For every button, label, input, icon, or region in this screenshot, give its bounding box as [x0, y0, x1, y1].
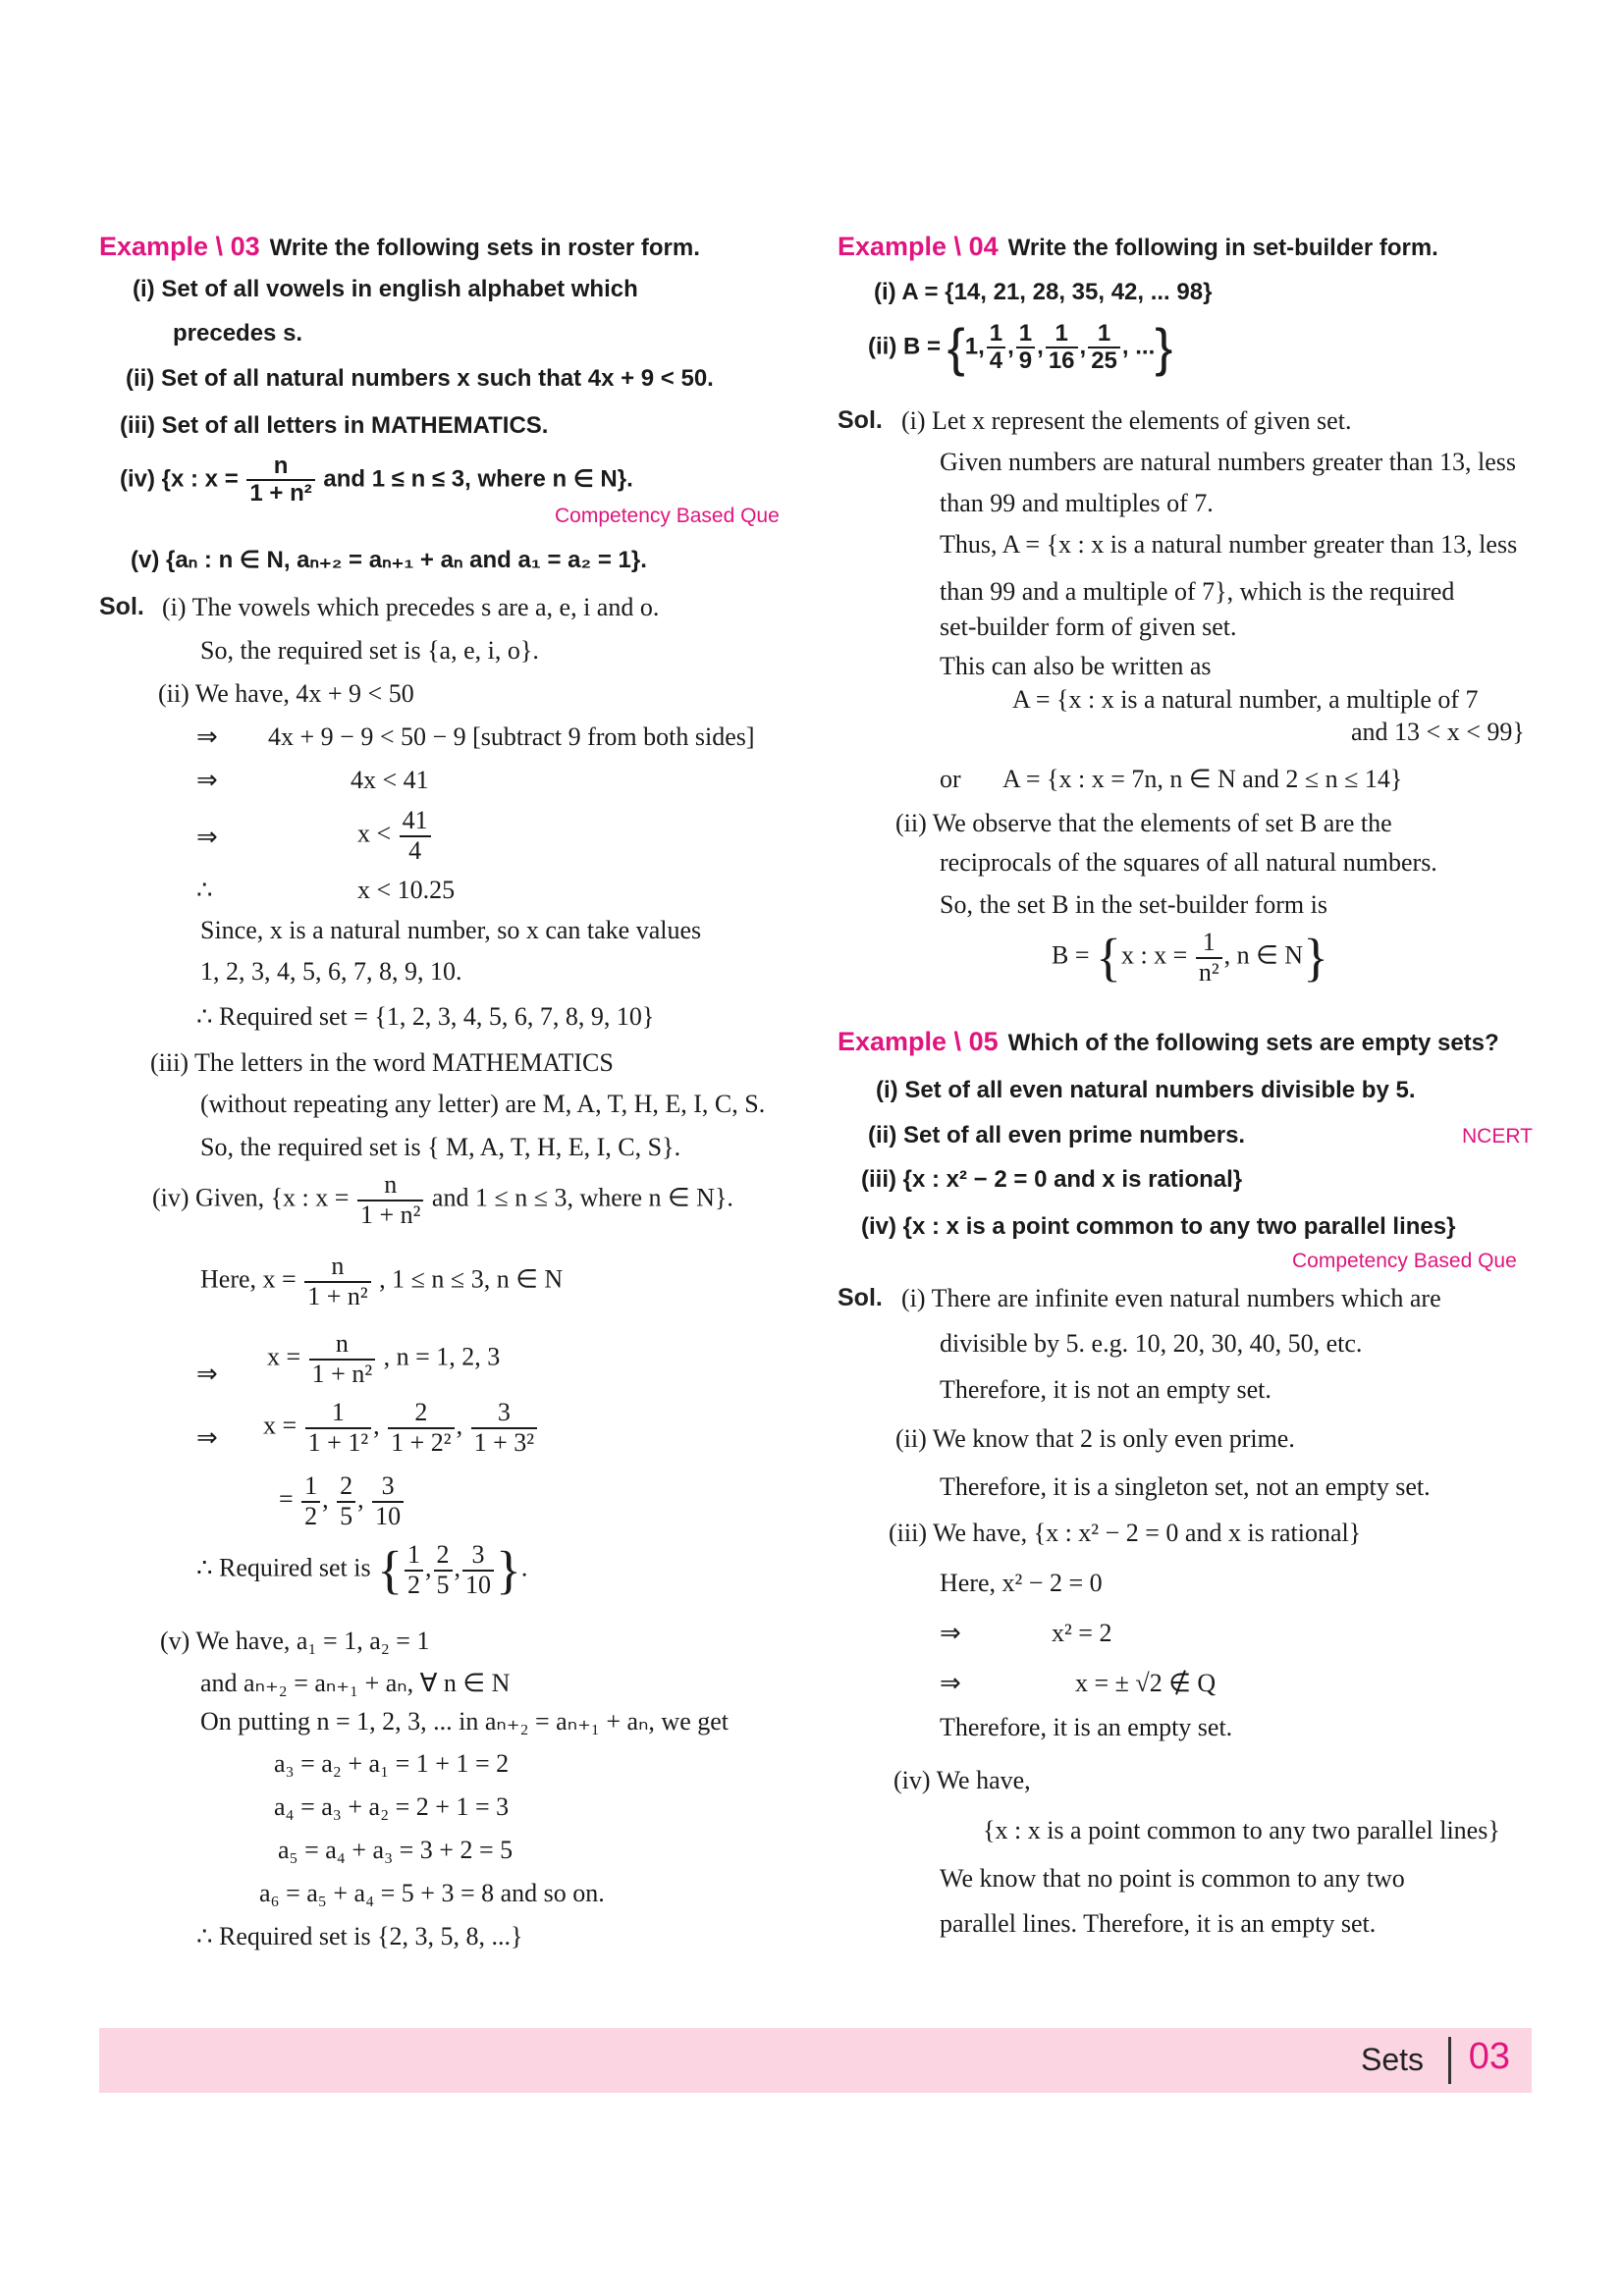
- close-brace: }: [496, 1540, 521, 1600]
- numerator: 41: [400, 807, 431, 837]
- open-brace: {: [947, 318, 965, 378]
- solution-line: On putting n = 1, 2, 3, ... in aₙ₊₂ = aₙ₊₁ + aₙ, we get: [200, 1707, 730, 1735]
- numerator: 3: [372, 1472, 404, 1503]
- solution-line: than 99 and a multiple of 7}, which is the required: [940, 577, 1455, 606]
- solution-line: We know that no point is common to any two: [940, 1864, 1405, 1893]
- solution-line: ∴ Required set is { $\frac{1}{2}$ , $\frac{2}{5}$ , $\frac{3}{10}$ }.: [196, 1540, 528, 1600]
- question-item: (ii) Set of all even prime numbers.: [868, 1122, 1246, 1148]
- question-item-iv: [120, 454, 633, 507]
- solution-label: Sol.: [99, 593, 144, 620]
- solution-line: [1052, 929, 1328, 987]
- fraction: [434, 1541, 453, 1599]
- question-item: (i) Set of all vowels in english alphabet which: [133, 276, 638, 302]
- item-text: (ii) B =: [868, 333, 942, 360]
- denominator: n²: [1198, 957, 1219, 987]
- solution-line: (iv) We have,: [893, 1766, 1031, 1794]
- denominator: 1 + n²: [359, 1200, 421, 1229]
- fraction: [246, 454, 314, 507]
- solution-line: than 99 and multiples of 7.: [940, 489, 1214, 517]
- example-04-heading: [838, 232, 1438, 262]
- denominator: 1 + 1²: [307, 1427, 369, 1457]
- solution-line: Here, x² − 2 = 0: [940, 1569, 1103, 1597]
- fraction: [304, 1253, 370, 1310]
- solution-label: Sol.: [838, 1284, 883, 1311]
- solution-line: So, the set B in the set-builder form is: [940, 890, 1328, 919]
- numerator: n: [304, 1253, 370, 1283]
- open-brace: {: [1096, 928, 1121, 988]
- solution-line: (ii) We observe that the elements of set B are the: [895, 809, 1392, 837]
- denominator: 9: [1018, 347, 1033, 375]
- math-text: =: [279, 1484, 294, 1514]
- fraction: [309, 1330, 375, 1388]
- solution-line: Thus, A = {x : x is a natural number greater than 13, less: [940, 530, 1518, 559]
- solution-line: (i) The vowels which precedes s are a, e, i and o.: [162, 593, 660, 621]
- competency-tag: Competency Based Que: [1292, 1250, 1517, 1272]
- math-text: , 1 ≤ n ≤ 3, n ∈ N: [379, 1264, 564, 1294]
- solution-line: x = ± √2 ∉ Q: [1075, 1669, 1217, 1697]
- math-text: Here, x =: [200, 1264, 297, 1294]
- therefore-symbol: ∴: [196, 876, 213, 904]
- page-footer: [99, 2028, 1532, 2093]
- denominator: 5: [436, 1570, 450, 1599]
- numerator: 1: [1196, 929, 1222, 959]
- denominator: 4: [408, 835, 422, 865]
- denominator: 4: [989, 347, 1003, 375]
- example-label: Example \ 04: [838, 232, 999, 261]
- solution-line: ∴ Required set = {1, 2, 3, 4, 5, 6, 7, 8, 9, 10}: [196, 1002, 655, 1031]
- fraction: [471, 1399, 537, 1457]
- numerator: 1: [305, 1399, 371, 1429]
- denominator: 1 + n²: [249, 480, 312, 507]
- item-text: and 1 ≤ n ≤ 3, where n ∈ N}.: [323, 465, 633, 493]
- denominator: 5: [340, 1501, 353, 1530]
- solution-line: a₄ = a₃ + a₂ = 2 + 1 = 3: [274, 1792, 510, 1821]
- footer-divider: [1448, 2037, 1451, 2084]
- solution-line: Therefore, it is a singleton set, not an empty set.: [940, 1472, 1431, 1501]
- solution-line: a₃ = a₂ + a₁ = 1 + 1 = 2: [274, 1749, 510, 1778]
- question-item-ii: (ii) B = {1, $\frac{1}{4}$ , $\frac{1}{9}$ , $\frac{1}{16}$ , $\frac{1}{25}$ , ...}: [868, 318, 1173, 378]
- math-text: and 1 ≤ n ≤ 3, where n ∈ N}.: [431, 1183, 733, 1212]
- solution-line: A = {x : x = 7n, n ∈ N and 2 ≤ n ≤ 14}: [1002, 765, 1403, 793]
- solution-line: (i) Let x represent the elements of given set.: [901, 406, 1352, 435]
- fraction: [987, 321, 1005, 375]
- denominator: 1 + 3²: [473, 1427, 535, 1457]
- numerator: 2: [337, 1472, 355, 1503]
- solution-line: and aₙ₊₂ = aₙ₊₁ + aₙ, ∀ n ∈ N: [200, 1669, 511, 1697]
- question-text: Write the following in set-builder form.: [1007, 235, 1438, 261]
- implies-symbol: ⇒: [940, 1669, 961, 1697]
- solution-line: x < 10.25: [357, 876, 456, 904]
- solution-line: Therefore, it is not an empty set.: [940, 1375, 1271, 1404]
- math-text: x =: [263, 1411, 298, 1440]
- implies-symbol: ⇒: [196, 823, 218, 851]
- fraction: [305, 1399, 371, 1457]
- competency-tag: Competency Based Que: [555, 505, 780, 527]
- solution-line: (ii) We know that 2 is only even prime.: [895, 1424, 1295, 1453]
- fraction: [337, 1472, 355, 1530]
- solution-line: (without repeating any letter) are M, A, T, H, E, I, C, S.: [200, 1090, 766, 1118]
- implies-symbol: ⇒: [196, 766, 218, 794]
- denominator: 10: [465, 1570, 491, 1599]
- numerator: 2: [434, 1541, 453, 1572]
- fraction: [1088, 321, 1120, 375]
- question-item: (i) A = {14, 21, 28, 35, 42, ... 98}: [874, 279, 1213, 305]
- example-05-heading: [838, 1027, 1499, 1057]
- fraction: [357, 1171, 423, 1229]
- solution-line: x² = 2: [1052, 1619, 1112, 1647]
- denominator: 2: [407, 1570, 420, 1599]
- math-text: x =: [267, 1342, 301, 1371]
- math-text: ∴ Required set is: [196, 1553, 371, 1582]
- numerator: 1: [301, 1472, 320, 1503]
- page-number: 03: [1468, 2036, 1510, 2077]
- solution-line: This can also be written as: [940, 652, 1212, 680]
- denominator: 1 + n²: [311, 1359, 373, 1388]
- close-brace: }: [1303, 928, 1328, 988]
- solution-line: a₆ = a₅ + a₄ = 5 + 3 = 8 and so on.: [259, 1879, 605, 1907]
- math-text: B =: [1052, 940, 1090, 970]
- solution-line: A = {x : x is a natural number, a multiple of 7: [1012, 685, 1479, 714]
- chapter-title: Sets: [1360, 2042, 1424, 2077]
- solution-line: [357, 807, 433, 865]
- solution-line: (i) There are infinite even natural numbers which are: [901, 1284, 1441, 1312]
- implies-symbol: ⇒: [196, 1360, 218, 1388]
- solution-line: (v) We have, a₁ = 1, a₂ = 1: [160, 1627, 430, 1655]
- solution-line: = $\frac{1}{2}$ , $\frac{2}{5}$ , $\frac{3}{10}$: [279, 1472, 406, 1530]
- solution-label: Sol.: [838, 406, 883, 434]
- denominator: 1 + 2²: [391, 1427, 452, 1457]
- fraction: [1196, 929, 1222, 987]
- open-brace: {: [377, 1540, 403, 1600]
- math-text: , n = 1, 2, 3: [383, 1342, 501, 1371]
- solution-line: 4x < 41: [351, 766, 429, 794]
- solution-line: [267, 1330, 500, 1388]
- solution-line: (ii) We have, 4x + 9 < 50: [158, 679, 414, 708]
- solution-line: Given numbers are natural numbers greater than 13, less: [940, 448, 1516, 476]
- solution-line: (iii) The letters in the word MATHEMATICS: [150, 1048, 614, 1077]
- math-text: x <: [357, 819, 392, 848]
- numerator: 1: [1088, 321, 1120, 348]
- solution-line: or: [940, 765, 961, 793]
- denominator: 1 + n²: [307, 1281, 368, 1310]
- math-text: x : x =: [1120, 940, 1188, 970]
- solution-line: So, the required set is {a, e, i, o}.: [200, 636, 539, 665]
- solution-line: and 13 < x < 99}: [1351, 718, 1525, 746]
- item-text: , ...: [1121, 333, 1156, 360]
- denominator: 16: [1048, 347, 1075, 375]
- solution-line: So, the required set is { M, A, T, H, E, I, C, S}.: [200, 1133, 681, 1161]
- implies-symbol: ⇒: [196, 1423, 218, 1452]
- fraction: [388, 1399, 454, 1457]
- numerator: 1: [987, 321, 1005, 348]
- numerator: 1: [1016, 321, 1035, 348]
- solution-line: Therefore, it is an empty set.: [940, 1713, 1233, 1741]
- item-text: (iv) {x : x =: [120, 465, 239, 493]
- solution-line: parallel lines. Therefore, it is an empty set.: [940, 1909, 1377, 1938]
- solution-line: reciprocals of the squares of all natural numbers.: [940, 848, 1437, 877]
- solution-line: (iii) We have, {x : x² − 2 = 0 and x is rational}: [889, 1519, 1362, 1547]
- close-brace: }: [1155, 318, 1173, 378]
- numerator: 3: [471, 1399, 537, 1429]
- solution-line-iv: [152, 1171, 733, 1229]
- question-item: (i) Set of all even natural numbers divisible by 5.: [876, 1077, 1416, 1103]
- question-item: precedes s.: [173, 320, 303, 347]
- item-text: 1,: [964, 333, 985, 360]
- fraction: [1016, 321, 1035, 375]
- numerator: 1: [1046, 321, 1078, 348]
- solution-line: 4x + 9 − 9 < 50 − 9 [subtract 9 from both sides]: [268, 722, 755, 751]
- numerator: n: [357, 1171, 423, 1201]
- solution-line: x = $\frac{1}{\text{1 + 1²}}$ , $\frac{2}{\text{1 + 2²}}$ , $\frac{3}{\text{1 + 3²}}$: [263, 1399, 539, 1457]
- solution-line: 1, 2, 3, 4, 5, 6, 7, 8, 9, 10.: [200, 957, 462, 986]
- solution-line: {x : x is a point common to any two parallel lines}: [983, 1816, 1500, 1844]
- numerator: 2: [388, 1399, 454, 1429]
- solution-line: divisible by 5. e.g. 10, 20, 30, 40, 50, etc.: [940, 1329, 1363, 1358]
- solution-line: set-builder form of given set.: [940, 613, 1237, 641]
- question-item: (v) {aₙ : n ∈ N, aₙ₊₂ = aₙ₊₁ + aₙ and a₁ = a₂ = 1}.: [131, 547, 647, 573]
- denominator: 25: [1091, 347, 1117, 375]
- ncert-tag: NCERT: [1462, 1125, 1533, 1148]
- example-label: Example \ 03: [99, 232, 260, 261]
- question-text: Which of the following sets are empty sets?: [1007, 1030, 1499, 1056]
- fraction: [405, 1541, 423, 1599]
- fraction: [301, 1472, 320, 1530]
- question-item: (iv) {x : x is a point common to any two parallel lines}: [861, 1213, 1456, 1240]
- fraction: [400, 807, 431, 865]
- question-item: (iii) Set of all letters in MATHEMATICS.: [120, 412, 549, 439]
- solution-line: a₅ = a₄ + a₃ = 3 + 2 = 5: [278, 1836, 514, 1864]
- implies-symbol: ⇒: [940, 1619, 961, 1647]
- numerator: 1: [405, 1541, 423, 1572]
- example-03-heading: [99, 232, 700, 262]
- numerator: 3: [462, 1541, 494, 1572]
- numerator: n: [246, 454, 314, 481]
- example-label: Example \ 05: [838, 1027, 999, 1056]
- fraction: [372, 1472, 404, 1530]
- question-item: (iii) {x : x² − 2 = 0 and x is rational}: [861, 1166, 1243, 1193]
- solution-line: ∴ Required set is {2, 3, 5, 8, ...}: [196, 1922, 523, 1950]
- solution-line: Since, x is a natural number, so x can take values: [200, 916, 702, 944]
- implies-symbol: ⇒: [196, 722, 218, 751]
- solution-line: [200, 1253, 563, 1310]
- math-text: (iv) Given, {x : x =: [152, 1183, 350, 1212]
- math-text: , n ∈ N: [1223, 940, 1304, 970]
- fraction: [1046, 321, 1078, 375]
- denominator: 10: [375, 1501, 402, 1530]
- numerator: n: [309, 1330, 375, 1361]
- question-text: Write the following sets in roster form.: [269, 235, 700, 261]
- fraction: [462, 1541, 494, 1599]
- question-item: (ii) Set of all natural numbers x such that 4x + 9 < 50.: [126, 365, 714, 392]
- denominator: 2: [304, 1501, 318, 1530]
